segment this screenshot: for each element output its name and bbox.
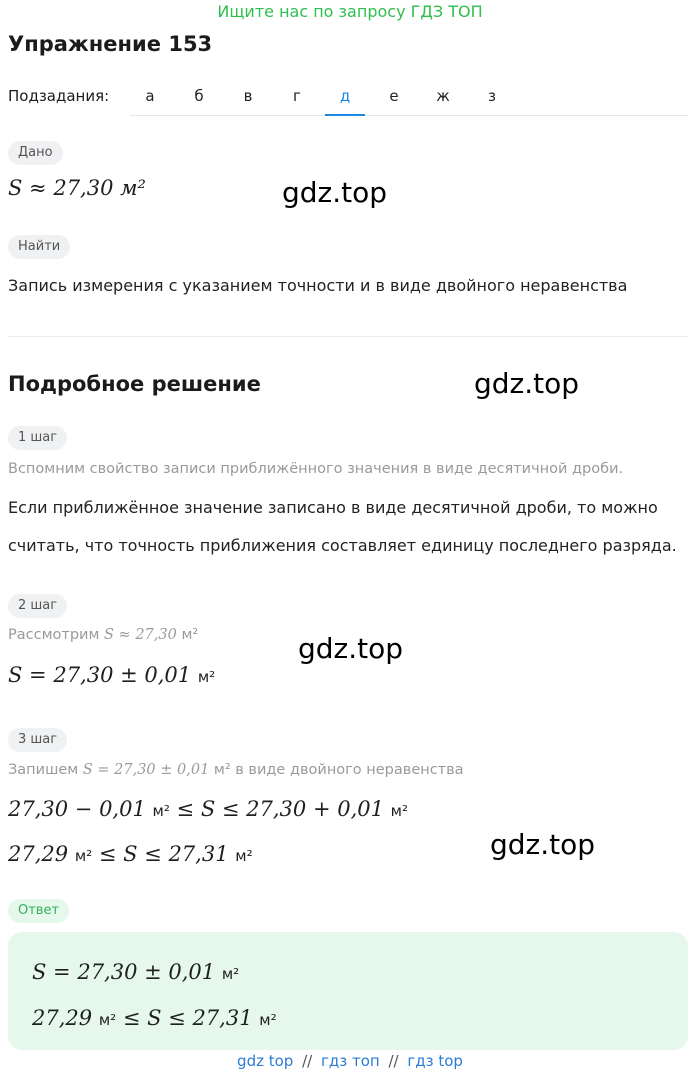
answer-ineq-a: 27,29 <box>32 1006 93 1030</box>
subtasks-nav <box>8 84 688 116</box>
step3-eq2-b: ≤ S ≤ 27,31 <box>98 842 229 866</box>
watermark: gdz.top <box>474 367 580 400</box>
answer-equation <box>32 960 239 984</box>
footer-link[interactable]: гдз top <box>407 1052 463 1070</box>
step2-hint <box>8 627 198 643</box>
step3-hint <box>8 762 464 778</box>
solution-title: Подробное решение <box>8 372 261 396</box>
answer-box <box>8 932 688 1050</box>
tab-zh[interactable]: ж <box>436 87 450 105</box>
step3-eq1-a: 27,30 − 0,01 <box>8 797 146 821</box>
page-title: Упражнение 153 <box>8 32 213 56</box>
tab-e[interactable]: е <box>389 87 399 105</box>
step2-hint-math: S ≈ 27,30 <box>104 627 177 643</box>
step2-hint-unit: м² <box>181 627 199 643</box>
step3-hint-suffix: в виде двойного неравенства <box>235 762 464 778</box>
tab-d[interactable]: д <box>325 87 365 116</box>
find-badge: Найти <box>8 235 70 259</box>
tab-g[interactable]: г <box>293 87 301 105</box>
step2-equation <box>8 663 215 687</box>
step3-inequality-2 <box>8 842 253 866</box>
step2-eq-unit: м² <box>197 668 216 686</box>
step2-eq-math: S = 27,30 ± 0,01 <box>8 663 192 687</box>
find-text: Запись измерения с указанием точности и в виде двойного неравенства <box>8 276 628 295</box>
watermark: gdz.top <box>298 632 404 665</box>
section-divider <box>8 336 688 337</box>
step1-hint: Вспомним свойство записи приближённого значения в виде десятичной дроби. <box>8 461 624 477</box>
answer-eq-math: S = 27,30 ± 0,01 <box>32 960 216 984</box>
promo-banner: Ищите нас по запросу ГДЗ ТОП <box>217 2 483 21</box>
answer-inequality <box>32 1006 277 1030</box>
step3-eq2-unit: м² <box>74 847 93 865</box>
given-formula: S ≈ 27,30 м² <box>8 176 146 200</box>
step3-hint-prefix: Запишем <box>8 762 79 778</box>
step3-hint-unit: м² <box>213 762 231 778</box>
step2-hint-prefix: Рассмотрим <box>8 627 100 643</box>
subtasks-label: Подзадания: <box>8 87 110 105</box>
step3-eq2-a: 27,29 <box>8 842 69 866</box>
watermark: gdz.top <box>490 828 596 861</box>
answer-ineq-b: ≤ S ≤ 27,31 <box>122 1006 253 1030</box>
answer-ineq-unit: м² <box>98 1011 117 1029</box>
answer-eq-unit: м² <box>221 965 240 983</box>
footer-separator: // <box>388 1052 399 1070</box>
tab-b[interactable]: б <box>194 87 204 105</box>
watermark: gdz.top <box>282 176 388 209</box>
step3-eq2-unit2: м² <box>235 847 253 865</box>
tab-v[interactable]: в <box>243 87 253 105</box>
answer-ineq-unit2: м² <box>259 1011 277 1029</box>
footer-link[interactable]: gdz top <box>237 1052 294 1070</box>
step2-badge: 2 шаг <box>8 594 67 618</box>
footer-links <box>0 1052 700 1070</box>
footer-separator: // <box>302 1052 313 1070</box>
tab-a[interactable]: а <box>145 87 155 105</box>
step3-hint-math: S = 27,30 ± 0,01 <box>82 762 210 778</box>
footer-link[interactable]: гдз топ <box>320 1052 380 1070</box>
step3-eq1-unit2: м² <box>390 802 409 820</box>
subtask-tabs <box>130 84 688 116</box>
given-badge: Дано <box>8 141 63 165</box>
step3-badge: 3 шаг <box>8 728 67 752</box>
step1-badge: 1 шаг <box>8 426 67 450</box>
step3-inequality-1 <box>8 797 408 821</box>
answer-badge: Ответ <box>8 899 69 923</box>
step1-text: Если приближённое значение записано в виде десятичной дроби, то можно считать, что точность приближения составляет единицу последнего разряда. <box>8 498 677 555</box>
tab-z[interactable]: з <box>488 87 496 105</box>
step3-eq1-b: ≤ S ≤ 27,30 + 0,01 <box>176 797 384 821</box>
step3-eq1-unit: м² <box>152 802 170 820</box>
